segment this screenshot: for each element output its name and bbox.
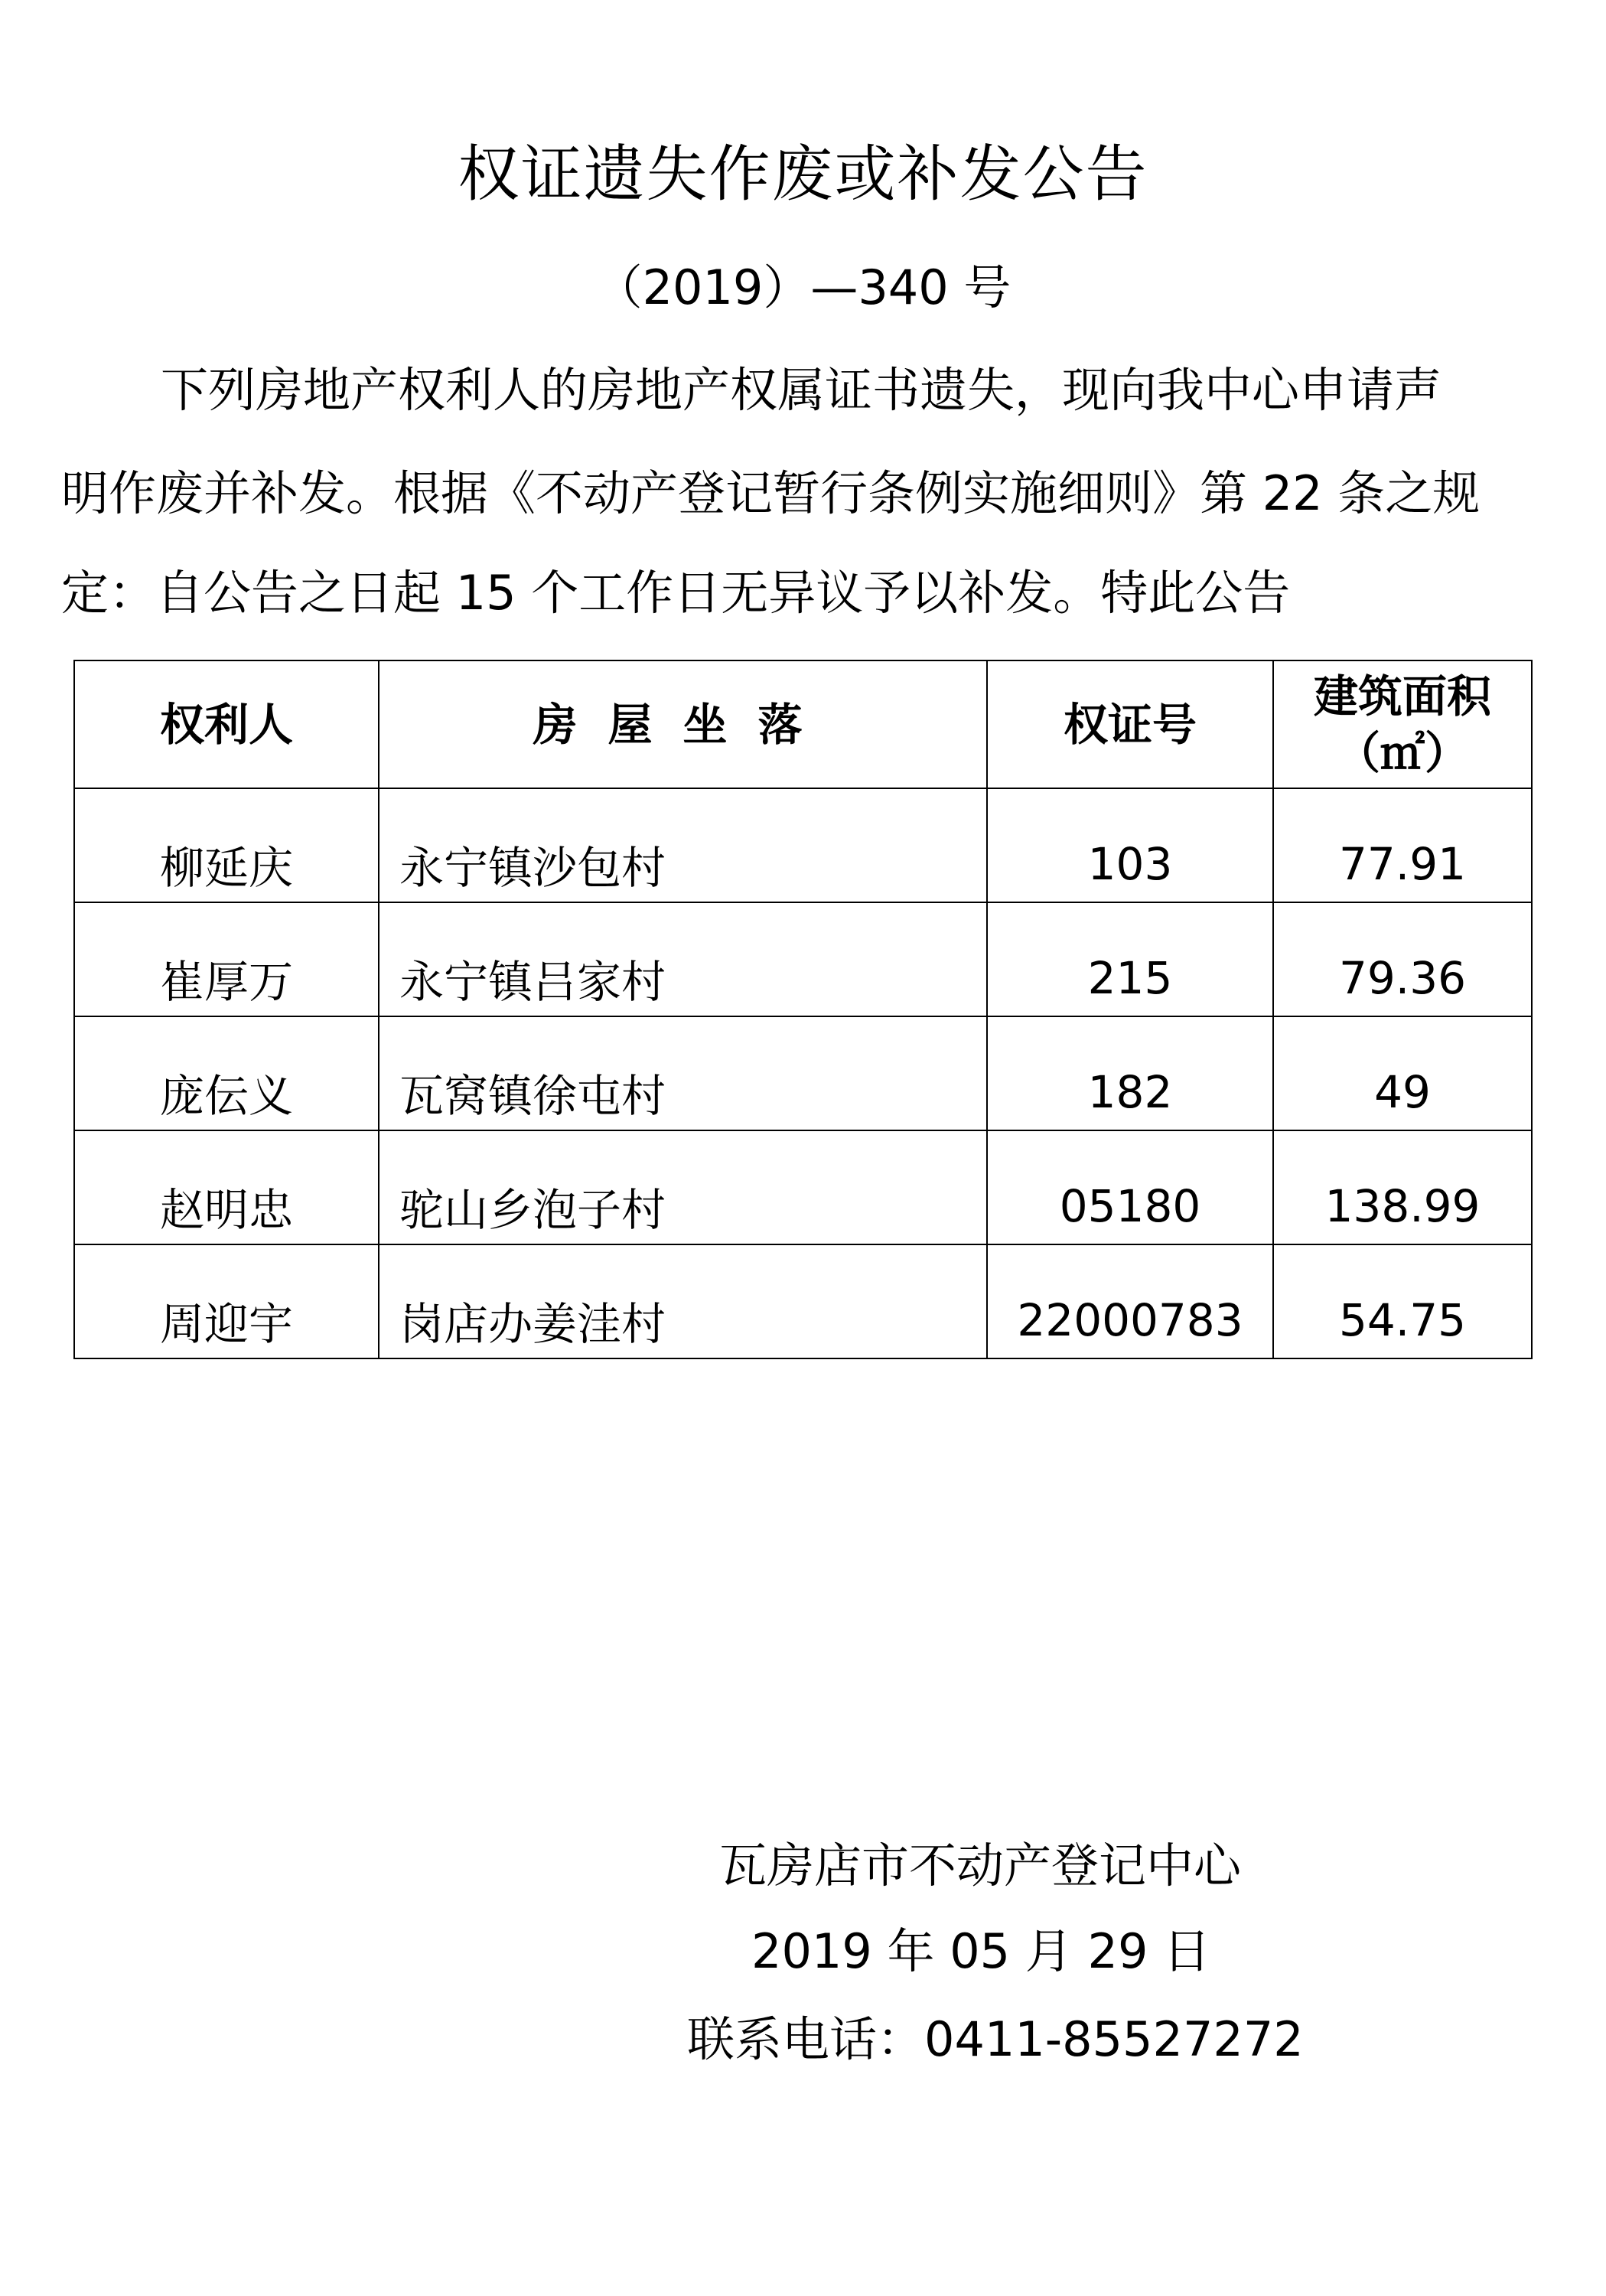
contact-phone: 联系电话：0411-85527272 xyxy=(687,2011,1304,2067)
notice-title: 权证遗失作废或补发公告 xyxy=(458,139,1148,210)
cell-area: 138.99 xyxy=(1273,1130,1532,1244)
header-area xyxy=(1273,660,1532,788)
lost-certificate-table xyxy=(73,660,1533,1359)
cell-owner: 庞伝义 xyxy=(74,1016,379,1130)
header-cert-no: 权证号 xyxy=(987,660,1273,788)
header-owner: 权利人 xyxy=(74,660,379,788)
table-row xyxy=(74,1016,1532,1130)
notice-body-line-1: 下列房地产权利人的房地产权属证书遗失，现向我中心申请声 xyxy=(161,362,1442,418)
notice-body-line-2: 明作废并补发。根据《不动产登记暂行条例实施细则》第 22 条之规 xyxy=(61,465,1481,521)
table-row xyxy=(74,1130,1532,1244)
cell-owner: 柳延庆 xyxy=(74,788,379,902)
header-area-label: 建筑面积 xyxy=(1313,670,1491,722)
cell-cert-no: 215 xyxy=(987,902,1273,1016)
cell-owner: 崔厚万 xyxy=(74,902,379,1016)
table-header-row xyxy=(74,660,1532,788)
cell-owner: 赵明忠 xyxy=(74,1130,379,1244)
cell-owner: 周迎宇 xyxy=(74,1244,379,1358)
cell-location: 永宁镇吕家村 xyxy=(379,902,987,1016)
cell-area: 79.36 xyxy=(1273,902,1532,1016)
cell-area: 77.91 xyxy=(1273,788,1532,902)
notice-body-line-3: 定：自公告之日起 15 个工作日无异议予以补发。特此公告 xyxy=(61,565,1291,621)
header-area-unit: （㎡） xyxy=(1335,726,1469,779)
cell-area: 49 xyxy=(1273,1016,1532,1130)
cell-location: 岗店办姜洼村 xyxy=(379,1244,987,1358)
cell-cert-no: 05180 xyxy=(987,1130,1273,1244)
issuing-authority: 瓦房店市不动产登记中心 xyxy=(719,1838,1242,1893)
cell-area: 54.75 xyxy=(1273,1244,1532,1358)
header-location-label: 房屋坐落 xyxy=(533,698,833,751)
table-row xyxy=(74,788,1532,902)
table-row xyxy=(74,1244,1532,1358)
cell-location: 永宁镇沙包村 xyxy=(379,788,987,902)
cell-cert-no: 182 xyxy=(987,1016,1273,1130)
document-number: （2019）—340 号 xyxy=(595,259,1011,315)
header-location xyxy=(379,660,987,788)
cell-location: 驼山乡泡子村 xyxy=(379,1130,987,1244)
cell-location: 瓦窝镇徐屯村 xyxy=(379,1016,987,1130)
table-row xyxy=(74,902,1532,1016)
cell-cert-no: 103 xyxy=(987,788,1273,902)
cell-cert-no: 22000783 xyxy=(987,1244,1273,1358)
issue-date: 2019 年 05 月 29 日 xyxy=(751,1923,1211,1979)
